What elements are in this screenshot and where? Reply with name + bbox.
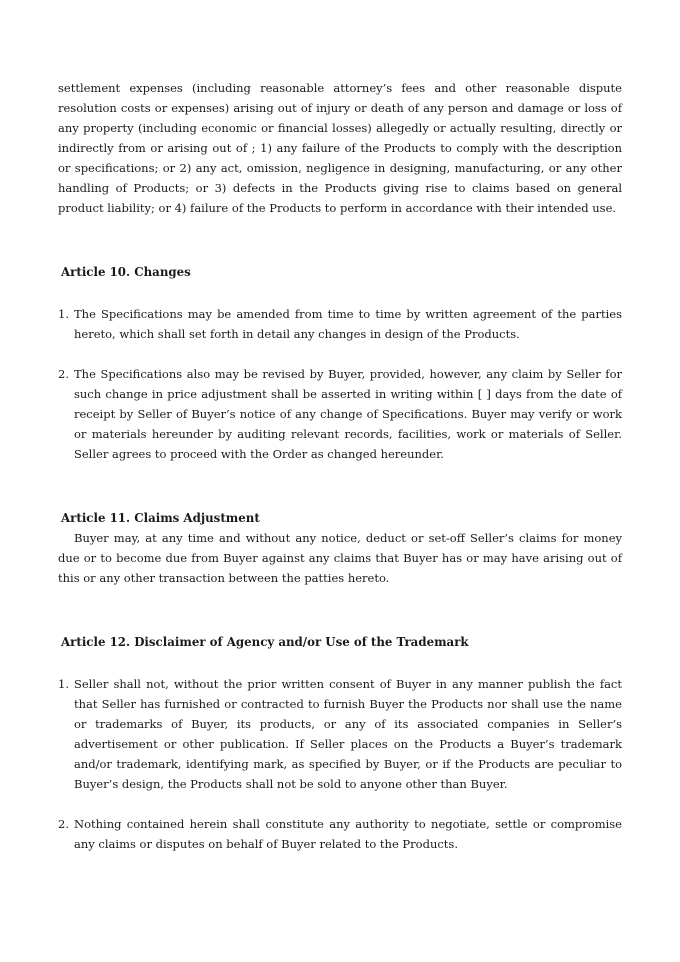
item-number: 2.	[58, 367, 69, 381]
item-text: The Specifications also may be revised by Buyer, provided, however, any claim by Seller for such change in price adjustment shall be asserted in writing within [ ] days from the date of receipt by Seller of Buyer’s notice of any change of Specifications. Buyer may verify or work or materials hereunder by auditing relevant records, facilities, work or materials of Seller. Seller agrees to proceed with the Order as changed hereunder.	[74, 367, 622, 461]
article-12-item-2	[58, 814, 622, 854]
item-text: Seller shall not, without the prior written consent of Buyer in any manner publish the fact that Seller has furnished or contracted to furnish Buyer the Products nor shall use the name or trademarks of Buyer, its products, or any of its associated companies in Seller’s advertisement or other publication. If Seller places on the Products a Buyer’s trademark and/or trademark, identifying mark, as specified by Buyer, or if the Products are peculiar to Buyer’s design, the Products shall not be sold to anyone other than Buyer.	[74, 677, 622, 791]
article-11-paragraph: Buyer may, at any time and without any notice, deduct or set-off Seller’s claims for money due or to become due from Buyer against any claims that Buyer has or may have arising out of this or any other transaction between the patties hereto.	[58, 531, 622, 585]
article-12-item-1	[58, 674, 622, 794]
document-page	[58, 78, 622, 854]
item-text: The Specifications may be amended from time to time by written agreement of the parties hereto, which shall set forth in detail any changes in design of the Products.	[74, 307, 622, 341]
item-number: 1.	[58, 307, 69, 321]
item-number: 2.	[58, 817, 69, 831]
article-10-heading: Article 10. Changes	[61, 265, 191, 279]
item-text: Nothing contained herein shall constitute any authority to negotiate, settle or compromise any claims or disputes on behalf of Buyer related to the Products.	[74, 817, 622, 851]
article-10-item-1	[58, 304, 622, 344]
item-number: 1.	[58, 677, 69, 691]
intro-paragraph: settlement expenses (including reasonable attorney’s fees and other reasonable dispute resolution costs or expenses) arising out of injury or death of any person and damage or loss of any property (including economic or financial losses) allegedly or actually resulting, directly or indirectly from or arising out of ; 1) any failure of the Products to comply with the description or specifications; or 2) any act, omission, negligence in designing, manufacturing, or any other handling of Products; or 3) defects in the Products giving rise to claims based on general product liability; or 4) failure of the Products to perform in accordance with their intended use.	[58, 81, 622, 215]
article-10-item-2	[58, 364, 622, 464]
article-12-heading: Article 12. Disclaimer of Agency and/or Use of the Trademark	[61, 635, 469, 649]
article-11-heading: Article 11. Claims Adjustment	[61, 511, 260, 525]
